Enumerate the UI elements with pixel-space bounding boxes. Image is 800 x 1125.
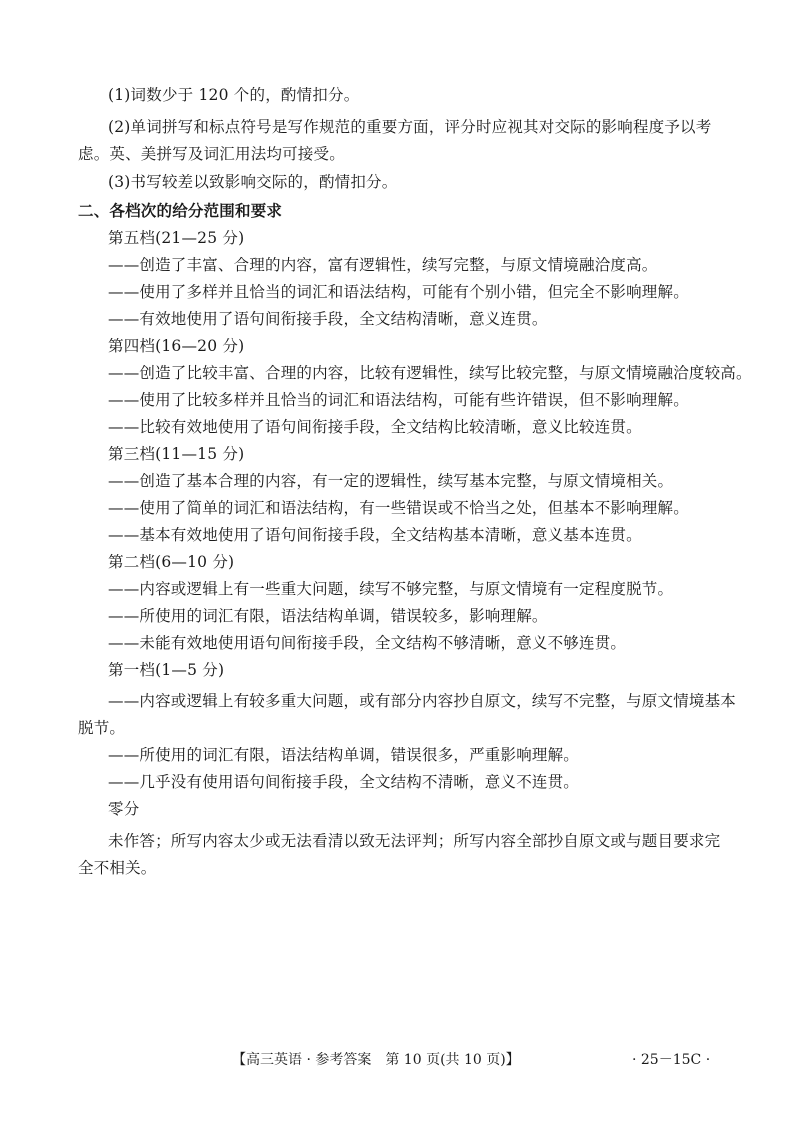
page-footer-center: 【高三英语 · 参考答案 第 10 页(共 10 页)】 (232, 1052, 520, 1068)
grade-2-criterion-3: ——未能有效地使用语句间衔接手段，全文结构不够清晰，意义不够连贯。 (108, 634, 627, 652)
grade-4-criterion-3: ——比较有效地使用了语句间衔接手段，全文结构比较清晰，意义比较连贯。 (108, 418, 642, 436)
grade-5-title: 第五档(21—25 分) (108, 229, 245, 247)
note-2-line-1: (2)单词拼写和标点符号是写作规范的重要方面，评分时应视其对交际的影响程度予以考 (108, 118, 712, 136)
grade-2-title: 第二档(6—10 分) (108, 553, 235, 571)
note-2-line-2: 虑。英、美拼写及词汇用法均可接受。 (78, 145, 345, 163)
grade-4-title: 第四档(16—20 分) (108, 337, 245, 355)
grade-0-criterion-line-2: 全不相关。 (78, 859, 157, 877)
grade-2-criterion-1: ——内容或逻辑上有一些重大问题，续写不够完整，与原文情境有一定程度脱节。 (108, 580, 674, 598)
grade-3-criterion-2: ——使用了简单的词汇和语法结构，有一些错误或不恰当之处，但基本不影响理解。 (108, 499, 689, 517)
grade-1-criterion-1-line-2: 脱节。 (78, 719, 126, 737)
grade-3-criterion-3: ——基本有效地使用了语句间衔接手段，全文结构基本清晰，意义基本连贯。 (108, 526, 642, 544)
section-title: 二、各档次的给分范围和要求 (78, 202, 283, 220)
grade-3-title: 第三档(11—15 分) (108, 445, 245, 463)
grade-1-criterion-2: ——所使用的词汇有限，语法结构单调，错误很多，严重影响理解。 (108, 746, 580, 764)
grade-4-criterion-1: ——创造了比较丰富、合理的内容，比较有逻辑性，续写比较完整，与原文情境融洽度较高。 (108, 364, 752, 382)
grade-5-criterion-2: ——使用了多样并且恰当的词汇和语法结构，可能有个别小错，但完全不影响理解。 (108, 283, 689, 301)
grade-3-criterion-1: ——创造了基本合理的内容，有一定的逻辑性，续写基本完整，与原文情境相关。 (108, 472, 674, 490)
grade-0-title: 零分 (108, 800, 140, 818)
grade-1-criterion-1-line-1: ——内容或逻辑上有较多重大问题，或有部分内容抄自原文，续写不完整，与原文情境基本 (108, 692, 737, 710)
grade-0-criterion-line-1: 未作答；所写内容太少或无法看清以致无法评判；所写内容全部抄自原文或与题目要求完 (108, 832, 721, 850)
grade-1-title: 第一档(1—5 分) (108, 661, 225, 679)
grade-5-criterion-3: ——有效地使用了语句间衔接手段，全文结构清晰，意义连贯。 (108, 310, 548, 328)
note-3: (3)书写较差以致影响交际的，酌情扣分。 (108, 173, 398, 191)
page-footer-code: · 25－15C · (632, 1052, 711, 1068)
grade-2-criterion-2: ——所使用的词汇有限，语法结构单调，错误较多，影响理解。 (108, 607, 548, 625)
grade-5-criterion-1: ——创造了丰富、合理的内容，富有逻辑性，续写完整，与原文情境融洽度高。 (108, 256, 658, 274)
note-1: (1)词数少于 120 个的，酌情扣分。 (108, 86, 360, 104)
grade-1-criterion-3: ——几乎没有使用语句间衔接手段，全文结构不清晰，意义不连贯。 (108, 773, 580, 791)
grade-4-criterion-2: ——使用了比较多样并且恰当的词汇和语法结构，可能有些许错误，但不影响理解。 (108, 391, 689, 409)
